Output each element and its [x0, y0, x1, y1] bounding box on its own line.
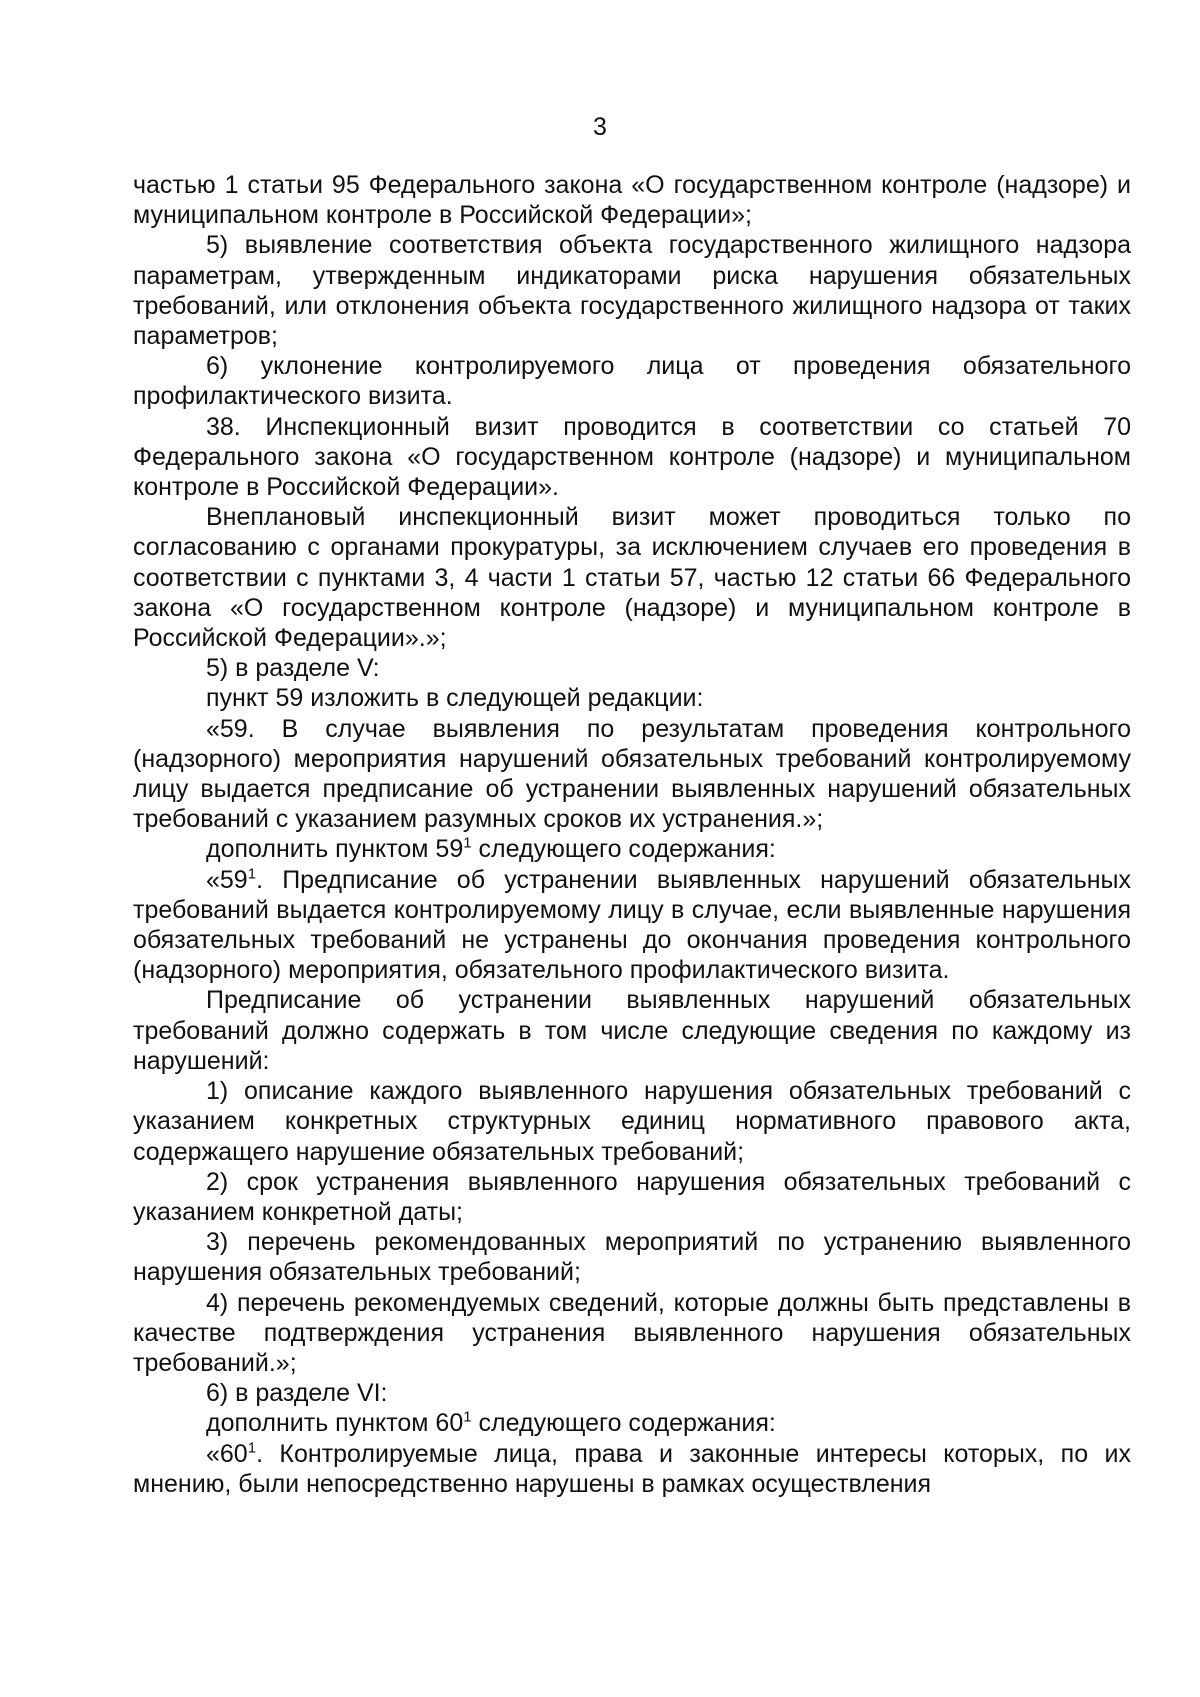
paragraph-point-59-1-text	[133, 865, 1131, 986]
paragraph-point-59-text: «59. В случае выявления по результатам проведения контрольного (надзорного) мероприятия нарушений обязательных требований контролируемому лицу выдается предписание об устранении выявленных нарушений обязательных требований с указанием разумных сроков их устранения.»;	[133, 714, 1131, 834]
text-fragment: «59	[206, 865, 248, 894]
paragraph-prescription-content: Предписание об устранении выявленных нарушений обязательных требований должно содержать в том числе следующие сведения по каждому из нарушений:	[133, 986, 1131, 1075]
paragraph-point-60-1-intro	[133, 1408, 1131, 1438]
superscript: 1	[463, 835, 472, 853]
paragraph-list-item-3: 3) перечень рекомендованных мероприятий по устранению выявленного нарушения обязательных требований;	[133, 1228, 1131, 1287]
superscript: 1	[463, 1409, 472, 1426]
superscript: 1	[247, 1439, 257, 1457]
paragraph-list-item-2: 2) срок устранения выявленного нарушения обязательных требований с указанием конкретной даты;	[133, 1167, 1131, 1226]
text-fragment: следующего содержания:	[471, 835, 776, 864]
paragraph-list-item-4: 4) перечень рекомендуемых сведений, которые должны быть представлены в качестве подтверждения устранения выявленного нарушения обязательных требований.»;	[133, 1288, 1131, 1377]
paragraph-38-inspection-visit: 38. Инспекционный визит проводится в соответствии со статьей 70 Федерального закона «О государственном контроле (надзоре) и муниципальном контроле в Российской Федерации».	[133, 412, 1131, 502]
text-fragment: . Предписание об устранении выявленных нарушений обязательных требований выдается контролируемому лицу в случае, если выявленные нарушения обязательных требований не устранены до окончания проведения контрольного (надзорного) мероприятия, обязательного профилактического визита.	[133, 865, 1131, 985]
text-fragment: дополнить пунктом 60	[206, 1409, 464, 1438]
paragraph-point-59-1-intro	[133, 834, 1131, 864]
text-fragment: следующего содержания:	[471, 1409, 776, 1438]
paragraph-continuation: частью 1 статьи 95 Федерального закона «О государственном контроле (надзоре) и муниципальном контроле в Российской Федерации»;	[133, 171, 1131, 230]
paragraph-list-item-1: 1) описание каждого выявленного нарушения обязательных требований с указанием конкретных структурных единиц нормативного правового акта, содержащего нарушение обязательных требований;	[133, 1077, 1131, 1166]
text-fragment: . Контролируемые лица, права и законные интересы которых, по их мнению, были непосредственно нарушены в рамках осуществления	[133, 1439, 1131, 1498]
text-fragment: «60	[206, 1439, 248, 1468]
paragraph-point-60-1-text	[133, 1439, 1131, 1499]
text-fragment: дополнить пунктом 59	[206, 835, 464, 864]
paragraph-section-v: 5) в разделе V:	[206, 654, 380, 683]
page-number: 3	[593, 113, 607, 141]
paragraph-unscheduled-visit: Внеплановый инспекционный визит может проводиться только по согласованию с органами прокуратуры, за исключением случаев его проведения в соответствии с пунктами 3, 4 части 1 статьи 57, частью 12 статьи 66 Федерального закона «О государственном контроле (надзоре) и муниципальном контроле в Российской Федерации».»;	[133, 503, 1131, 653]
document-body	[133, 170, 1131, 1499]
paragraph-section-vi: 6) в разделе VI:	[206, 1379, 388, 1408]
paragraph-item-6-evasion: 6) уклонение контролируемого лица от проведения обязательного профилактического визита.	[133, 352, 1131, 411]
paragraph-point-59-intro: пункт 59 изложить в следующей редакции:	[206, 684, 704, 713]
superscript: 1	[247, 865, 257, 883]
paragraph-item-5-risk-indicators: 5) выявление соответствия объекта государственного жилищного надзора параметрам, утвержденным индикаторами риска нарушения обязательных требований, или отклонения объекта государственного жилищного надзора от таких параметров;	[133, 231, 1131, 351]
